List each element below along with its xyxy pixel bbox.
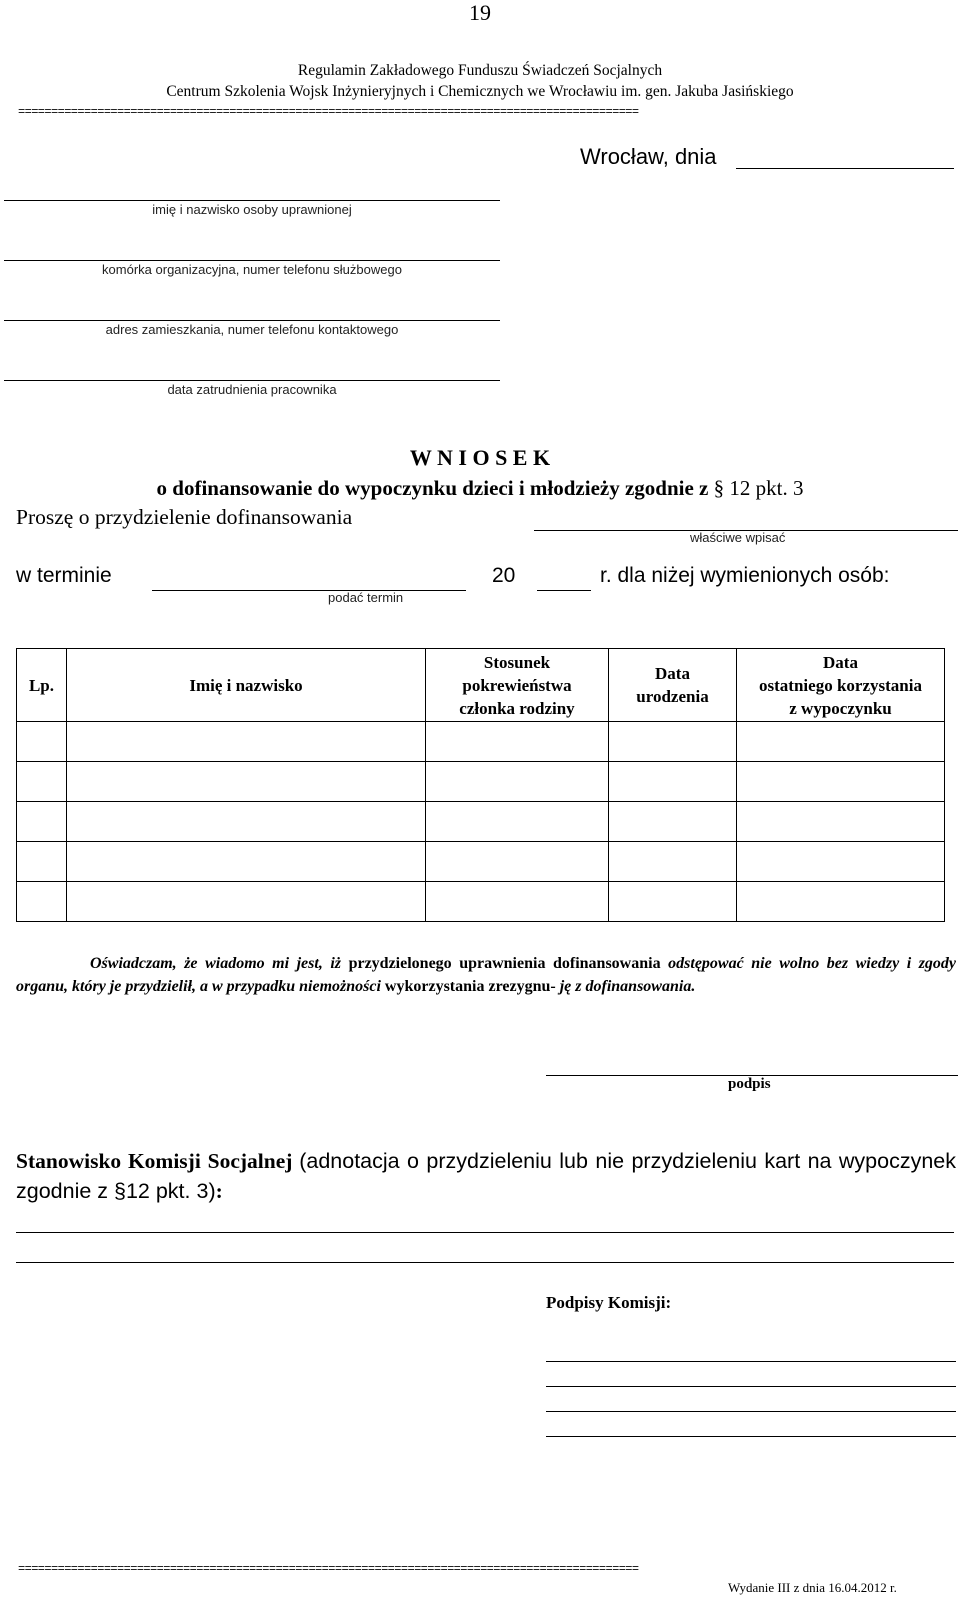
commission-signatures-label: Podpisy Komisji:	[546, 1293, 672, 1312]
footer-separator: ==============================================================================================	[18, 1563, 639, 1575]
commission-title: Stanowisko Komisji Socjalnej	[16, 1149, 293, 1173]
year-prefix: 20	[492, 564, 516, 587]
employment-date-line[interactable]	[4, 380, 500, 381]
header-line-2: Centrum Szkolenia Wojsk Inżynieryjnych i Chemicznych we Wrocławiu im. gen. Jakuba Jasińskiego	[166, 83, 794, 100]
table-header-row	[17, 649, 945, 722]
col-relation: Stosunek pokrewieństwa członka rodziny	[426, 649, 609, 722]
commission-statement: Stanowisko Komisji Socjalnej (adnotacja o przydzieleniu lub nie przydzieleniu kart na wypoczynek zgodnie z §12 pkt. 3):	[16, 1149, 956, 1203]
form-title: W N I O S E K	[409, 445, 551, 470]
applicant-unit-line[interactable]	[4, 260, 500, 261]
commission-signature-line-3[interactable]	[546, 1411, 956, 1412]
table-row[interactable]	[17, 762, 945, 802]
col-name: Imię i nazwisko	[67, 649, 426, 722]
applicant-name-label: imię i nazwisko osoby uprawnionej	[152, 202, 352, 217]
employment-date-label: data zatrudnienia pracownika	[167, 382, 337, 397]
applicant-address-label: adres zamieszkania, numer telefonu kontaktowego	[105, 322, 399, 337]
subtitle-bold: o dofinansowanie do wypoczynku dzieci i młodzieży zgodnie z	[156, 476, 709, 500]
col-last-use: Data ostatniego korzystania z wypoczynku	[737, 649, 945, 722]
year-input-line[interactable]	[537, 590, 591, 591]
page-number: 19	[469, 0, 491, 25]
family-members-table	[16, 648, 945, 922]
table-row[interactable]	[17, 802, 945, 842]
header-line-1: Regulamin Zakładowego Funduszu Świadczeń Socjalnych	[297, 62, 663, 79]
request-hint: właściwe wpisać	[690, 530, 786, 545]
term-input-line[interactable]	[152, 590, 466, 591]
form-subtitle	[0, 476, 960, 501]
commission-note: (adnotacja o przydzieleniu lub nie przydzieleniu kart na wypoczynek zgodnie z §12 pkt. 3)	[16, 1149, 956, 1203]
applicant-name-line[interactable]	[4, 200, 500, 201]
term-label: w terminie	[16, 564, 112, 587]
commission-signature-line-2[interactable]	[546, 1386, 956, 1387]
request-text: Proszę o przydzielenie dofinansowania	[16, 505, 353, 529]
col-birth-date: Data urodzenia	[609, 649, 737, 722]
commission-signature-line-4[interactable]	[546, 1436, 956, 1437]
col-lp: Lp.	[17, 649, 67, 722]
table-row[interactable]	[17, 842, 945, 882]
date-input-line[interactable]	[736, 168, 954, 169]
applicant-address-line[interactable]	[4, 320, 500, 321]
signature-label: podpis	[728, 1076, 771, 1092]
statement-text: Oświadczam, że wiadomo mi jest, iż przydzielonego uprawnienia dofinansowania odstępować nie wolno bez wiedzy i zgody organu, który je przydzielił, a w przypadku niemożności wykorzystania zrezygnu- ję z dofinansowania.	[16, 955, 957, 995]
commission-notes-line-1[interactable]	[16, 1232, 954, 1233]
applicant-unit-label: komórka organizacyjna, numer telefonu służbowego	[102, 262, 402, 277]
footer-edition: Wydanie III z dnia 16.04.2012 r.	[728, 1580, 897, 1595]
place-date-label: Wrocław, dnia	[580, 144, 717, 169]
term-hint: podać termin	[328, 590, 404, 605]
commission-signature-line-1[interactable]	[546, 1361, 956, 1362]
term-suffix: r. dla niżej wymienionych osób:	[600, 564, 890, 587]
header-separator: ==============================================================================================	[18, 106, 639, 118]
subtitle-paragraph-ref: § 12 pkt. 3	[713, 476, 804, 500]
commission-notes-line-2[interactable]	[16, 1262, 954, 1263]
table-row[interactable]	[17, 882, 945, 922]
table-row[interactable]	[17, 722, 945, 762]
